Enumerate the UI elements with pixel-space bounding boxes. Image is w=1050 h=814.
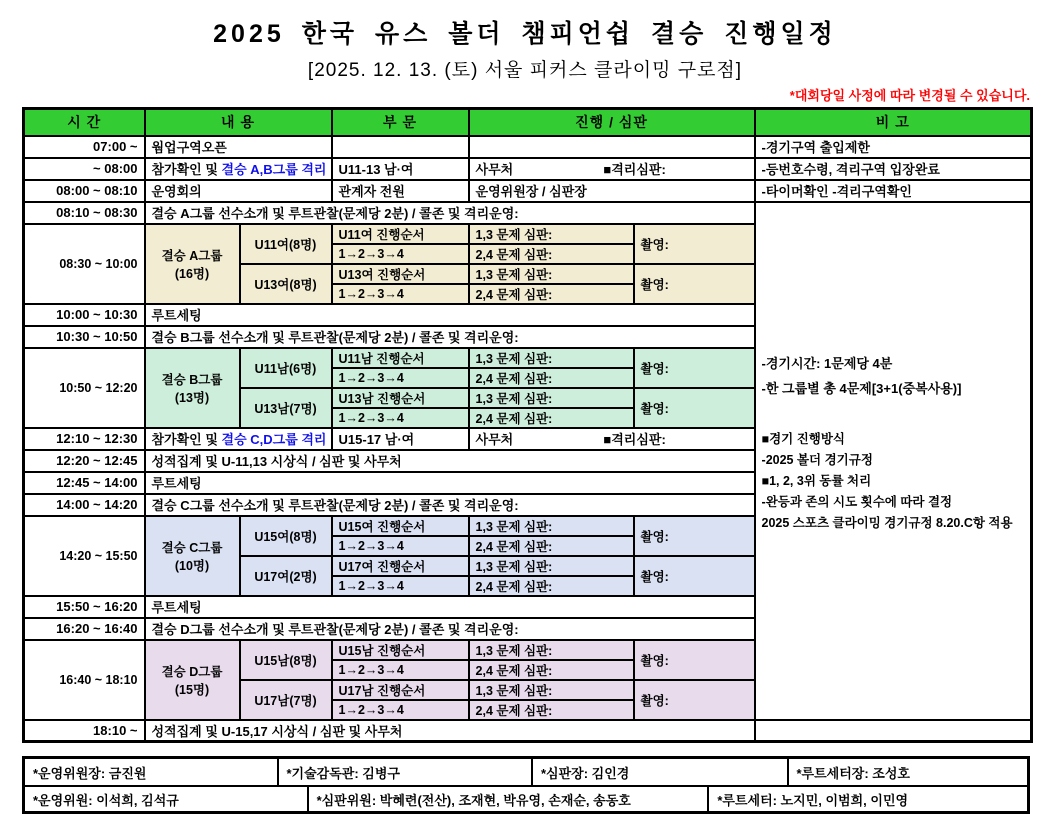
- content-cell: [145, 158, 332, 180]
- remark-cell: -타이머확인 -격리구역확인: [755, 180, 1032, 202]
- remark-format-block: [762, 429, 1025, 534]
- judge24-cell: 2,4 문제 심판:: [469, 284, 634, 304]
- header-content: 내 용: [145, 109, 332, 136]
- official-cell: *기술감독관: 김병구: [279, 759, 534, 785]
- film-cell: 촬영:: [634, 516, 755, 556]
- intro-span-cell: 결승 A그룹 선수소개 및 루트관찰(문제당 2분) / 콜존 및 격리운영:: [145, 202, 755, 224]
- division-cell: U13남(7명): [240, 388, 332, 428]
- time-cell: 12:20 ~ 12:45: [24, 450, 145, 472]
- official-cell: *운영위원장: 금진원: [25, 759, 279, 785]
- film-cell: 촬영:: [634, 388, 755, 428]
- content-cell: 루트세팅: [145, 596, 755, 618]
- table-row: [24, 202, 1032, 224]
- judge13-cell: 1,3 문제 심판:: [469, 264, 634, 284]
- officials-row: [25, 785, 1027, 811]
- remark-line: ■1, 2, 3위 동률 처리: [761, 473, 872, 488]
- table-header-row: [24, 109, 1032, 136]
- group-count: (15명): [174, 682, 210, 697]
- film-cell: 촬영:: [634, 348, 755, 388]
- order-cell: 1→2→3→4: [332, 576, 469, 596]
- film-cell: 촬영:: [634, 264, 755, 304]
- division-cell: U15-17 남·여: [332, 428, 469, 450]
- order-title-cell: U11여 진행순서: [332, 224, 469, 244]
- order-title-cell: U15여 진행순서: [332, 516, 469, 536]
- division-cell: U15남(8명): [240, 640, 332, 680]
- page-subtitle: [2025. 12. 13. (토) 서울 피커스 클라이밍 구로점]: [307, 60, 743, 81]
- remark-line: 2025 스포츠 클라이밍 경기규정 8.20.C항 적용: [761, 515, 1013, 530]
- group-name-cell: [145, 516, 240, 596]
- remark-line: -완등과 존의 시도 횟수에 따라 결정: [761, 494, 953, 509]
- time-cell: 16:20 ~ 16:40: [24, 618, 145, 640]
- judge24-cell: 2,4 문제 심판:: [469, 576, 634, 596]
- content-cell: [145, 428, 332, 450]
- group-name-cell: [145, 224, 240, 304]
- judge24-cell: 2,4 문제 심판:: [469, 660, 634, 680]
- quarantine-highlight: 결승 A,B그룹 격리: [221, 162, 327, 177]
- division-cell: U11-13 남·여: [332, 158, 469, 180]
- remark-line: ■경기 진행방식: [761, 431, 846, 446]
- content-text: 참가확인 및: [151, 162, 222, 177]
- order-title-cell: U15남 진행순서: [332, 640, 469, 660]
- judge-cell: [469, 158, 755, 180]
- order-title-cell: U11남 진행순서: [332, 348, 469, 368]
- group-name: 결승 C그룹: [161, 540, 223, 555]
- film-cell: 촬영:: [634, 680, 755, 720]
- change-notice: *대회당일 사정에 따라 변경될 수 있습니다.: [789, 88, 1030, 103]
- time-cell: 14:00 ~ 14:20: [24, 494, 145, 516]
- order-title-cell: U13남 진행순서: [332, 388, 469, 408]
- remark-cell: -등번호수령, 격리구역 입장완료: [755, 158, 1032, 180]
- content-text: 참가확인 및: [151, 432, 222, 447]
- time-cell: 16:40 ~ 18:10: [24, 640, 145, 720]
- remark-cell: -경기구역 출입제한: [755, 136, 1032, 158]
- film-cell: 촬영:: [634, 556, 755, 596]
- division-cell: U15여(8명): [240, 516, 332, 556]
- officials-row: [25, 759, 1027, 785]
- order-cell: 1→2→3→4: [332, 660, 469, 680]
- header-judge: 진행 / 심판: [469, 109, 755, 136]
- content-cell: 루트세팅: [145, 472, 755, 494]
- remark-merged-cell: [755, 202, 1032, 720]
- judge13-cell: 1,3 문제 심판:: [469, 640, 634, 660]
- official-cell: *루트세터장: 조성호: [796, 765, 910, 781]
- remark-line: -경기시간: 1문제당 4분: [761, 355, 893, 371]
- time-cell: 10:50 ~ 12:20: [24, 348, 145, 428]
- film-cell: 촬영:: [634, 640, 755, 680]
- header-time: 시 간: [24, 109, 145, 136]
- header-remark: 비 고: [755, 109, 1032, 136]
- time-cell: 08:10 ~ 08:30: [24, 202, 145, 224]
- table-row: [24, 158, 1032, 180]
- time-cell: 18:10 ~: [24, 720, 145, 742]
- division-cell: U17여(2명): [240, 556, 332, 596]
- table-row: [24, 136, 1032, 158]
- remark-line: -한 그룹별 총 4문제[3+1(중복사용)]: [761, 380, 962, 396]
- quarantine-judge-label: ■격리심판:: [603, 162, 666, 177]
- order-cell: 1→2→3→4: [332, 244, 469, 264]
- group-count: (10명): [174, 558, 210, 573]
- order-title-cell: U13여 진행순서: [332, 264, 469, 284]
- time-cell: 15:50 ~ 16:20: [24, 596, 145, 618]
- judge13-cell: 1,3 문제 심판:: [469, 224, 634, 244]
- judge24-cell: 2,4 문제 심판:: [469, 244, 634, 264]
- time-cell: 14:20 ~ 15:50: [24, 516, 145, 596]
- order-title-cell: U17남 진행순서: [332, 680, 469, 700]
- group-name: 결승 B그룹: [161, 372, 223, 387]
- time-cell: 08:00 ~ 08:10: [24, 180, 145, 202]
- remark-rules-block: [762, 351, 1025, 401]
- division-cell: U17남(7명): [240, 680, 332, 720]
- official-cell: *루트세터: 노지민, 이범희, 이민영: [717, 792, 909, 808]
- remark-cell: [755, 720, 1032, 742]
- judge-cell: 운영위원장 / 심판장: [469, 180, 755, 202]
- group-name-cell: [145, 640, 240, 720]
- time-cell: 07:00 ~: [24, 136, 145, 158]
- time-cell: 12:10 ~ 12:30: [24, 428, 145, 450]
- content-cell: 루트세팅: [145, 304, 755, 326]
- division-cell: [332, 136, 469, 158]
- office-label: 사무처: [475, 162, 514, 177]
- time-cell: 12:45 ~ 14:00: [24, 472, 145, 494]
- judge13-cell: 1,3 문제 심판:: [469, 516, 634, 536]
- remark-line: -2025 볼더 경기규정: [761, 452, 873, 467]
- intro-span-cell: 결승 D그룹 선수소개 및 루트관찰(문제당 2분) / 콜존 및 격리운영:: [145, 618, 755, 640]
- judge24-cell: 2,4 문제 심판:: [469, 700, 634, 720]
- time-cell: 10:30 ~ 10:50: [24, 326, 145, 348]
- group-name: 결승 A그룹: [161, 248, 223, 263]
- intro-span-cell: 결승 C그룹 선수소개 및 루트관찰(문제당 2분) / 콜존 및 격리운영:: [145, 494, 755, 516]
- content-cell: 운영회의: [145, 180, 332, 202]
- judge24-cell: 2,4 문제 심판:: [469, 368, 634, 388]
- judge24-cell: 2,4 문제 심판:: [469, 408, 634, 428]
- group-count: (16명): [174, 266, 210, 281]
- division-cell: U13여(8명): [240, 264, 332, 304]
- group-count: (13명): [174, 390, 210, 405]
- order-cell: 1→2→3→4: [332, 368, 469, 388]
- judge-cell: [469, 428, 755, 450]
- schedule-document: [0, 14, 1050, 808]
- schedule-table: [22, 107, 1033, 743]
- order-cell: 1→2→3→4: [332, 700, 469, 720]
- division-cell: U11여(8명): [240, 224, 332, 264]
- quarantine-highlight: 결승 C,D그룹 격리: [221, 432, 327, 447]
- content-cell: 성적집계 및 U-11,13 시상식 / 심판 및 사무처: [145, 450, 755, 472]
- judge24-cell: 2,4 문제 심판:: [469, 536, 634, 556]
- division-cell: U11남(6명): [240, 348, 332, 388]
- time-cell: 08:30 ~ 10:00: [24, 224, 145, 304]
- header-division: 부 문: [332, 109, 469, 136]
- order-cell: 1→2→3→4: [332, 408, 469, 428]
- film-cell: 촬영:: [634, 224, 755, 264]
- content-cell: 성적집계 및 U-15,17 시상식 / 심판 및 사무처: [145, 720, 755, 742]
- quarantine-judge-label: ■격리심판:: [603, 432, 666, 447]
- judge-cell: [469, 136, 755, 158]
- order-title-cell: U17여 진행순서: [332, 556, 469, 576]
- group-name: 결승 D그룹: [161, 664, 223, 679]
- official-cell: *운영위원: 이석희, 김석규: [25, 787, 309, 811]
- time-cell: ~ 08:00: [24, 158, 145, 180]
- page-title: 2025 한국 유스 볼더 챔피언쉽 결승 진행일정: [213, 20, 837, 48]
- judge13-cell: 1,3 문제 심판:: [469, 680, 634, 700]
- judge13-cell: 1,3 문제 심판:: [469, 388, 634, 408]
- intro-span-cell: 결승 B그룹 선수소개 및 루트관찰(문제당 2분) / 콜존 및 격리운영:: [145, 326, 755, 348]
- official-cell: *심판장: 김인경: [533, 759, 789, 785]
- judge13-cell: 1,3 문제 심판:: [469, 348, 634, 368]
- order-cell: 1→2→3→4: [332, 284, 469, 304]
- division-cell: 관계자 전원: [332, 180, 469, 202]
- office-label: 사무처: [475, 432, 514, 447]
- table-row: [24, 180, 1032, 202]
- content-cell: 웜업구역오픈: [145, 136, 332, 158]
- order-cell: 1→2→3→4: [332, 536, 469, 556]
- officials-table: [22, 756, 1030, 814]
- table-row: [24, 720, 1032, 742]
- time-cell: 10:00 ~ 10:30: [24, 304, 145, 326]
- judge13-cell: 1,3 문제 심판:: [469, 556, 634, 576]
- group-name-cell: [145, 348, 240, 428]
- official-cell: *심판위원: 박혜련(전산), 조재현, 박유영, 손재순, 송동호: [309, 787, 710, 811]
